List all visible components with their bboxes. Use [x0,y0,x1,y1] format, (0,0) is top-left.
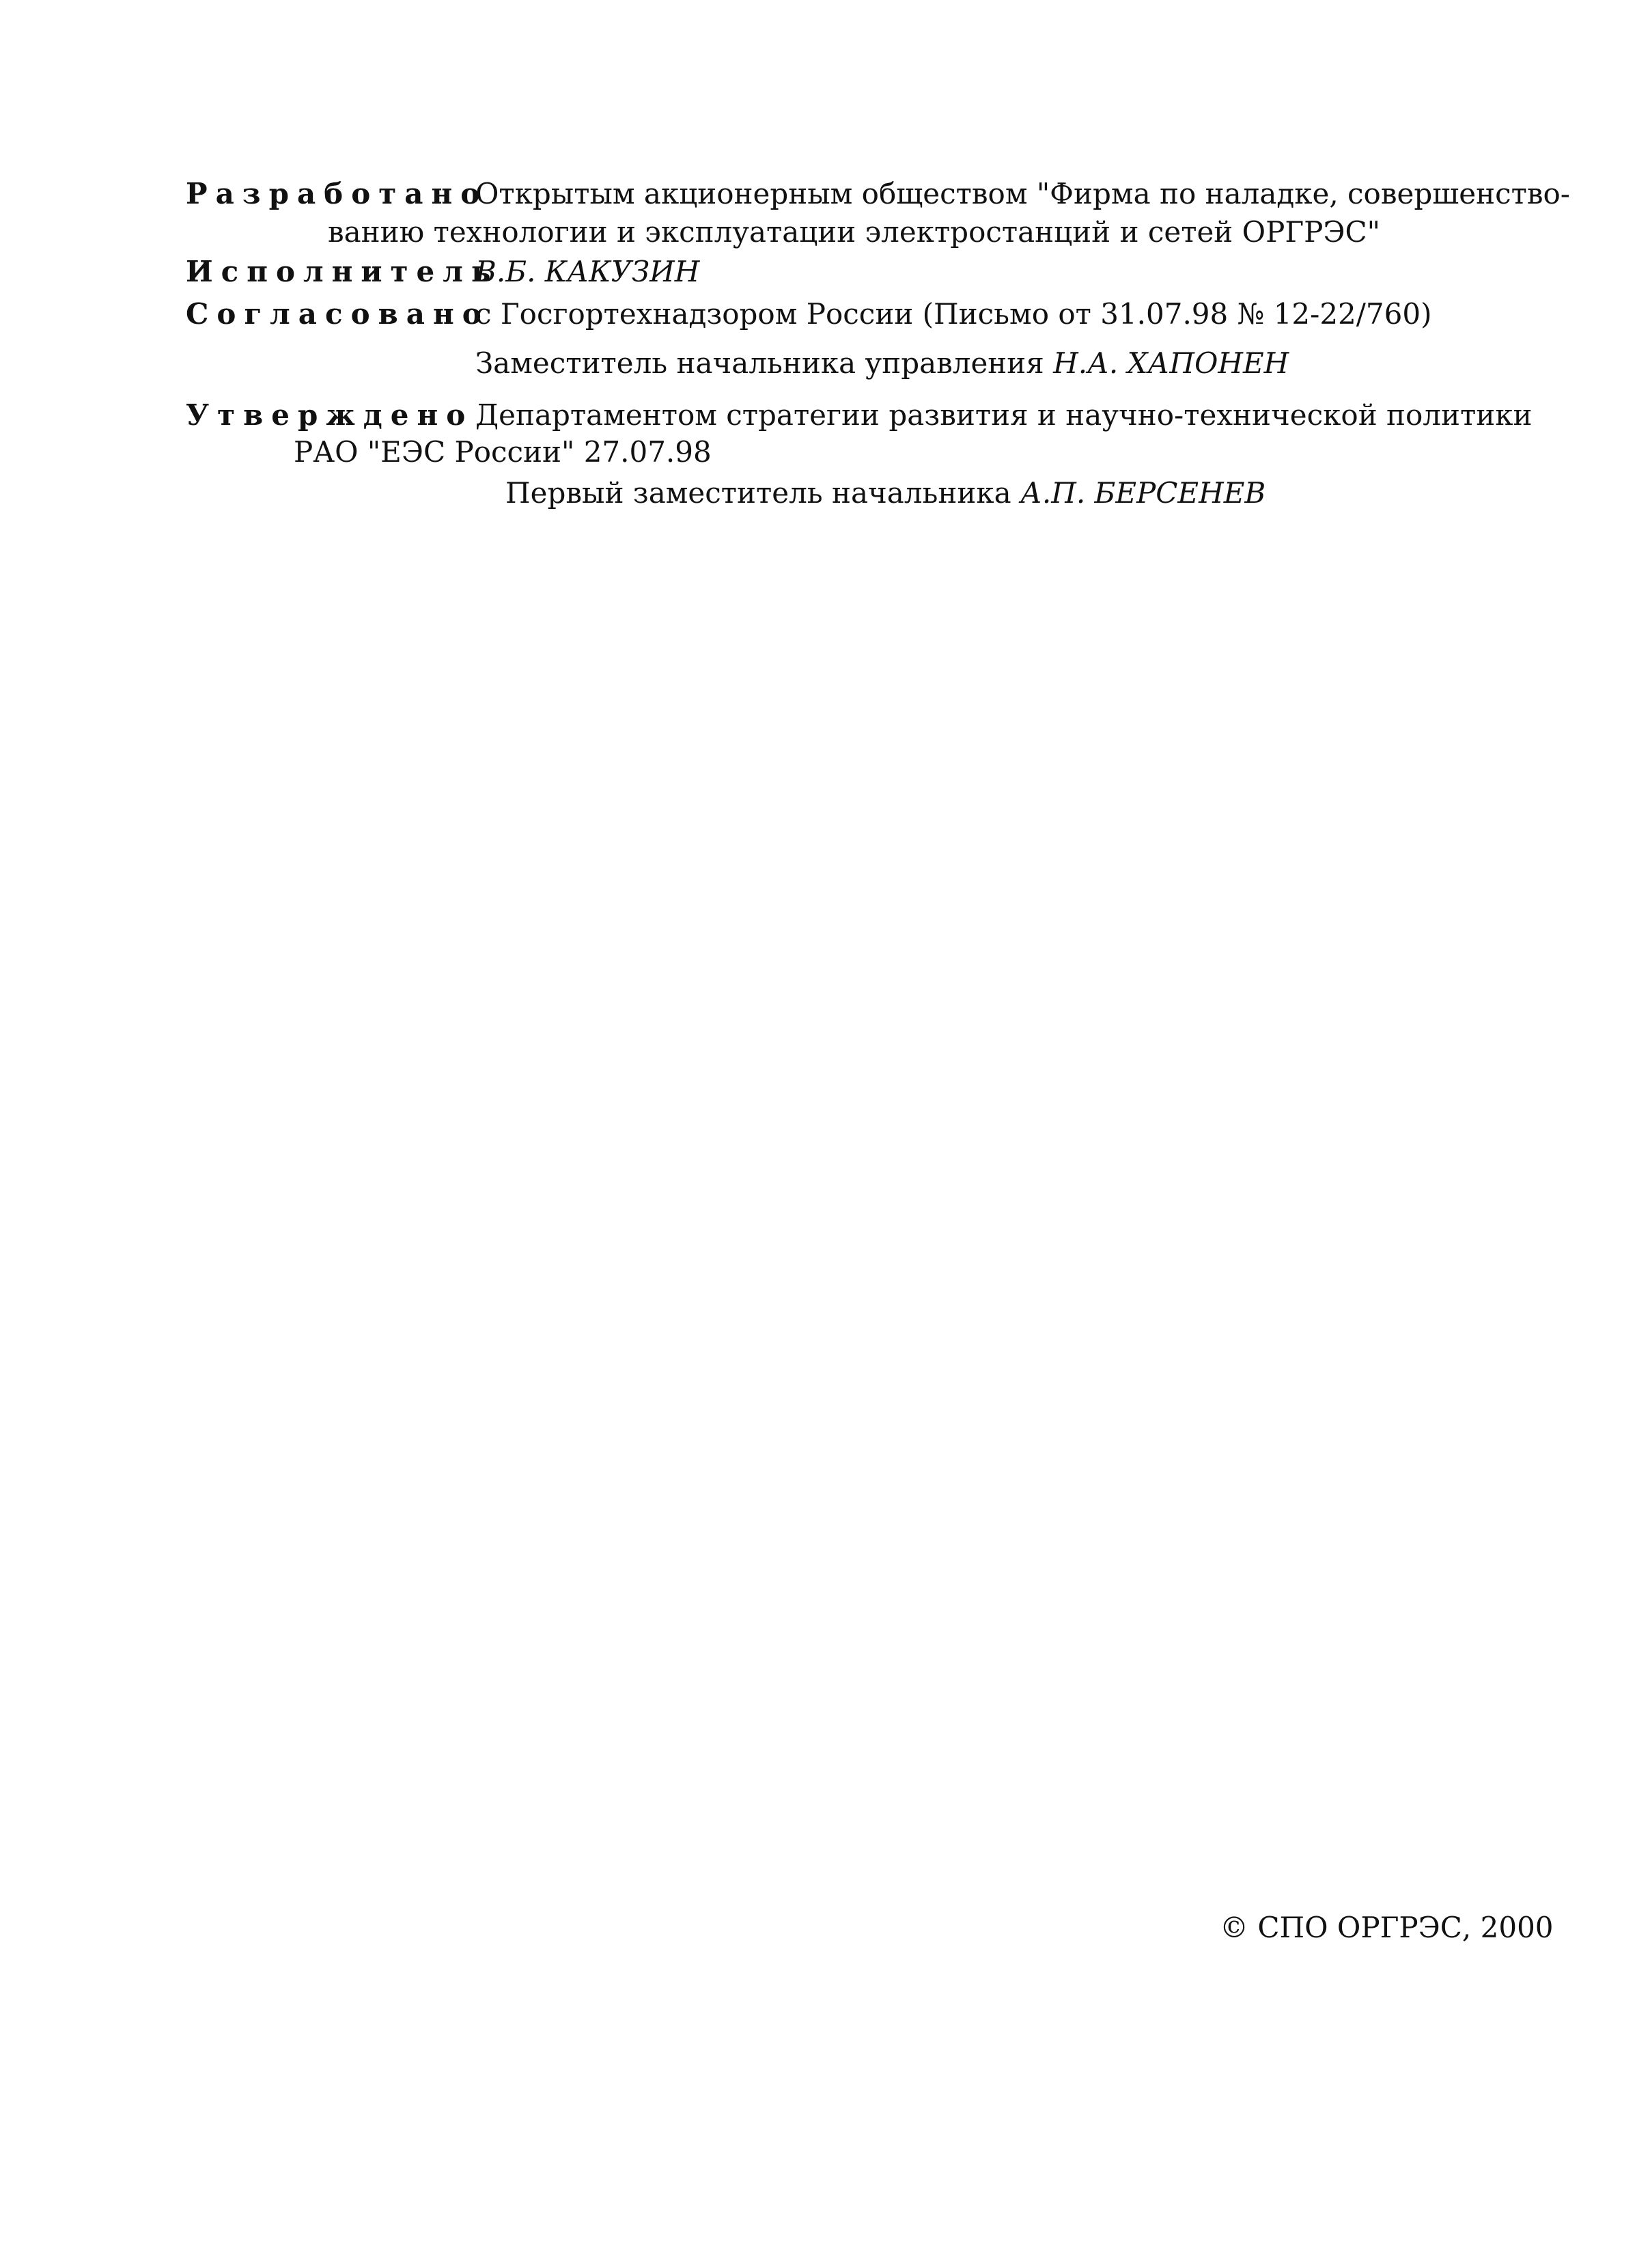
approved-position: Первый заместитель начальника [505,476,1011,510]
approved-text-line-1: Департаментом стратегии развития и научно-технической политики [475,398,1533,432]
developed-text-line-2: ванию технологии и эксплуатации электростанций и сетей ОРГРЭС" [328,215,1380,249]
developed-label: Разработано [186,177,488,210]
executor-name: В.Б. КАКУЗИН [475,255,700,288]
executor-label: Исполнитель [186,255,499,288]
agreed-signatory-line [475,344,1289,383]
copyright-notice: © СПО ОРГРЭС, 2000 [1220,1911,1554,1944]
executor-line [186,253,699,291]
approved-label: Утверждено [186,398,474,432]
developed-line-1 [186,175,1570,213]
agreed-label: Согласовано [186,297,490,331]
approved-line-2 [294,433,712,471]
developed-text-line-1: Открытым акционерным обществом "Фирма по наладке, совершенство- [475,177,1570,210]
agreed-position: Заместитель начальника управления [475,346,1044,380]
approved-name: А.П. БЕРСЕНЕВ [1020,476,1266,510]
approved-signatory-line [505,474,1266,512]
approved-text-line-2: РАО "ЕЭС России" 27.07.98 [294,435,712,469]
agreed-name: Н.А. ХАПОНЕН [1053,346,1289,380]
developed-line-2 [328,213,1380,251]
approved-line-1 [186,396,1532,434]
agreed-line [186,295,1431,333]
agreed-text: с Госгортехнадзором России (Письмо от 31.07.98 № 12-22/760) [475,297,1432,331]
